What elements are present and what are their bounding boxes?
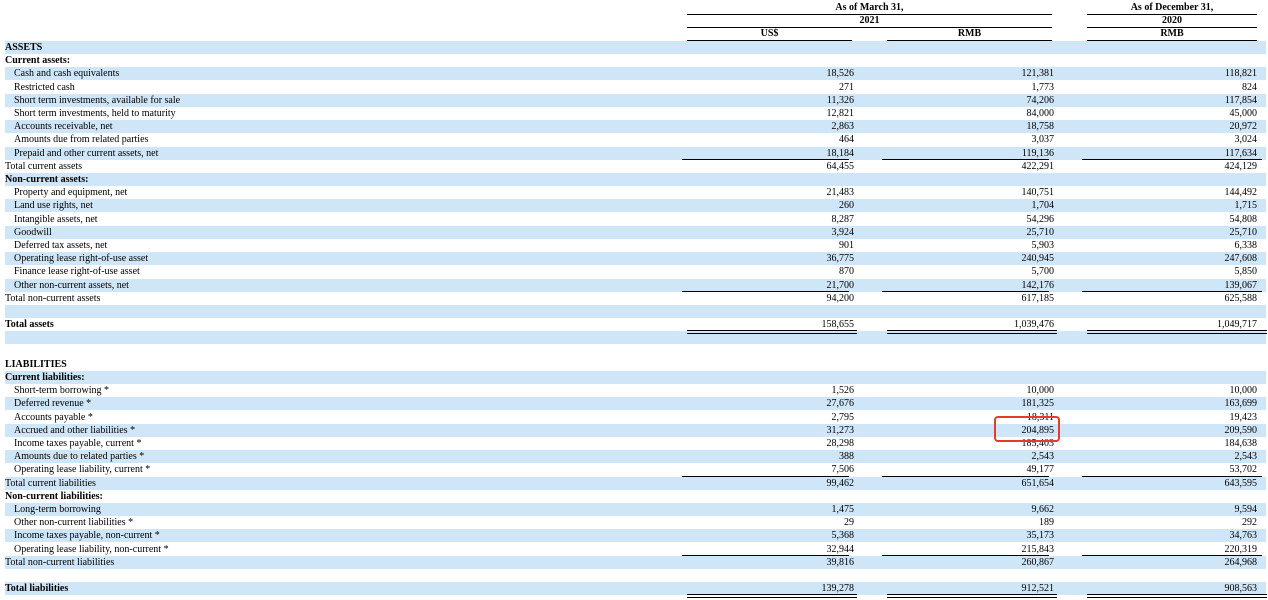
subtotal-rule — [682, 476, 849, 477]
total-double-rule — [687, 330, 857, 334]
row-label: Goodwill — [14, 226, 52, 238]
row-value-rmb-2020: 292 — [1242, 517, 1257, 529]
row-label: Prepaid and other current assets, net — [14, 147, 159, 159]
table-row — [5, 239, 1266, 252]
row-label: Property and equipment, net — [14, 187, 128, 199]
row-value-usd-2021: 158,655 — [821, 319, 854, 331]
table-row — [5, 450, 1266, 463]
row-value-usd-2021: 271 — [839, 81, 854, 93]
row-value-rmb-2020: 3,024 — [1234, 134, 1257, 146]
table-row — [5, 543, 1266, 556]
row-label: Cash and cash equivalents — [14, 68, 120, 80]
row-value-rmb-2020: 53,702 — [1229, 464, 1257, 476]
row-value-rmb-2021: 2,543 — [1031, 451, 1054, 463]
table-row — [5, 569, 1266, 582]
row-value-rmb-2020: 10,000 — [1229, 385, 1257, 397]
period1-title: As of March 31, — [835, 2, 904, 13]
row-label: Intangible assets, net — [14, 213, 98, 225]
table-row — [5, 384, 1266, 397]
table-row — [5, 81, 1266, 94]
table-row — [5, 424, 1266, 437]
row-value-usd-2021: 64,455 — [826, 160, 854, 172]
row-label: Short term investments, held to maturity — [14, 108, 176, 119]
row-label: Total current assets — [5, 160, 83, 172]
row-label: Amounts due from related parties — [14, 134, 149, 146]
row-value-rmb-2020: 247,608 — [1224, 253, 1257, 265]
row-value-usd-2021: 12,821 — [826, 108, 854, 119]
row-value-usd-2021: 901 — [839, 240, 854, 251]
subtotal-rule — [882, 159, 1049, 160]
row-label: Income taxes payable, non-current * — [14, 530, 160, 542]
row-label: Total non-current assets — [5, 292, 101, 304]
row-value-rmb-2020: 1,049,717 — [1217, 319, 1257, 331]
row-label: Total non-current liabilities — [5, 556, 115, 568]
row-value-rmb-2021: 240,945 — [1021, 253, 1054, 265]
row-value-usd-2021: 260 — [839, 200, 854, 212]
row-value-rmb-2021: 1,773 — [1031, 81, 1054, 93]
column-header-rmb-2021: RMB — [957, 28, 982, 39]
row-value-rmb-2020: 6,338 — [1234, 240, 1257, 251]
row-value-rmb-2021: 912,521 — [1021, 583, 1054, 595]
row-value-rmb-2021: 49,177 — [1026, 464, 1054, 476]
row-label: Accounts payable * — [14, 411, 93, 423]
row-value-rmb-2021: 84,000 — [1026, 108, 1054, 119]
row-value-rmb-2020: 209,590 — [1224, 424, 1257, 436]
row-label: Amounts due to related parties * — [14, 451, 145, 463]
row-value-rmb-2020: 163,699 — [1224, 398, 1257, 410]
table-row — [5, 213, 1266, 226]
table-row — [5, 503, 1266, 516]
row-value-rmb-2020: 117,634 — [1224, 147, 1257, 159]
table-row — [5, 54, 1266, 67]
row-label: Deferred revenue * — [14, 398, 92, 410]
row-label: Operating lease liability, non-current * — [14, 543, 169, 555]
table-row — [5, 411, 1266, 424]
row-label: Accounts receivable, net — [14, 121, 113, 133]
row-value-usd-2021: 29 — [844, 517, 854, 529]
table-row — [5, 160, 1266, 173]
row-value-rmb-2020: 625,588 — [1224, 292, 1257, 304]
row-value-rmb-2021: 25,710 — [1026, 226, 1054, 238]
subtotal-rule — [682, 159, 849, 160]
row-value-usd-2021: 99,462 — [826, 477, 854, 489]
row-value-usd-2021: 1,475 — [831, 504, 854, 515]
row-value-usd-2021: 7,506 — [831, 464, 854, 476]
row-value-rmb-2021: 260,867 — [1021, 556, 1054, 568]
row-label: Operating lease right-of-use asset — [14, 253, 149, 265]
period1-year: 2021 — [859, 15, 880, 26]
subtotal-rule — [1082, 555, 1262, 556]
row-label: Operating lease liability, current * — [14, 464, 151, 476]
row-value-rmb-2020: 424,129 — [1224, 160, 1257, 172]
row-label: Current assets: — [5, 55, 71, 67]
table-row — [5, 358, 1266, 371]
row-value-usd-2021: 21,700 — [826, 279, 854, 291]
row-value-rmb-2021: 18,311 — [1026, 411, 1054, 423]
period2-year: 2020 — [1162, 15, 1182, 26]
subtotal-rule — [882, 291, 1049, 292]
row-label: Short term investments, available for sale — [14, 94, 181, 106]
row-value-rmb-2021: 204,895 — [1021, 424, 1054, 436]
table-row — [5, 371, 1266, 384]
row-value-rmb-2021: 185,403 — [1021, 438, 1054, 449]
row-value-rmb-2021: 1,039,476 — [1014, 319, 1054, 331]
row-value-rmb-2020: 184,638 — [1224, 438, 1257, 449]
row-label: Long-term borrowing — [14, 504, 101, 515]
total-double-rule — [887, 594, 1057, 598]
row-value-usd-2021: 1,526 — [831, 385, 854, 397]
row-label: Other non-current liabilities * — [14, 517, 134, 529]
row-value-usd-2021: 21,483 — [826, 187, 854, 199]
table-row — [5, 173, 1266, 186]
table-row — [5, 345, 1266, 358]
row-value-rmb-2020: 54,808 — [1229, 213, 1257, 225]
row-value-usd-2021: 27,676 — [826, 398, 854, 410]
row-value-rmb-2020: 118,821 — [1224, 68, 1257, 80]
row-value-usd-2021: 32,944 — [826, 543, 854, 555]
subtotal-rule — [1082, 476, 1262, 477]
row-value-rmb-2020: 264,968 — [1224, 556, 1257, 568]
row-value-rmb-2020: 824 — [1242, 81, 1257, 93]
table-row — [5, 41, 1266, 54]
row-value-usd-2021: 39,816 — [826, 556, 854, 568]
table-row — [5, 556, 1266, 569]
row-label: Total liabilities — [5, 583, 69, 595]
table-row — [5, 147, 1266, 160]
total-double-rule — [1087, 330, 1267, 334]
row-value-usd-2021: 36,775 — [826, 253, 854, 265]
row-value-usd-2021: 28,298 — [826, 438, 854, 449]
row-value-usd-2021: 464 — [839, 134, 854, 146]
table-row — [5, 463, 1266, 476]
row-value-usd-2021: 5,368 — [831, 530, 854, 542]
row-label: Restricted cash — [14, 81, 75, 93]
row-value-rmb-2021: 142,176 — [1021, 279, 1054, 291]
row-label: Deferred tax assets, net — [14, 240, 108, 251]
table-row — [5, 305, 1266, 318]
row-value-usd-2021: 2,795 — [831, 411, 854, 423]
row-value-rmb-2021: 3,037 — [1031, 134, 1054, 146]
row-value-rmb-2020: 1,715 — [1234, 200, 1257, 212]
row-value-rmb-2020: 117,854 — [1224, 94, 1257, 106]
row-value-rmb-2021: 74,206 — [1026, 94, 1054, 106]
row-label: Finance lease right-of-use asset — [14, 266, 140, 278]
row-value-usd-2021: 8,287 — [831, 213, 854, 225]
table-row — [5, 67, 1266, 80]
row-value-rmb-2021: 617,185 — [1021, 292, 1054, 304]
table-row — [5, 331, 1266, 344]
row-value-usd-2021: 18,526 — [826, 68, 854, 80]
row-value-rmb-2021: 10,000 — [1026, 385, 1054, 397]
row-value-rmb-2021: 422,291 — [1021, 160, 1054, 172]
table-row — [5, 107, 1266, 120]
row-value-rmb-2021: 215,843 — [1021, 543, 1054, 555]
highlight-box — [994, 416, 1060, 442]
table-row — [5, 318, 1266, 331]
row-value-rmb-2021: 54,296 — [1026, 213, 1054, 225]
row-value-rmb-2020: 908,563 — [1224, 583, 1257, 595]
row-value-rmb-2021: 18,758 — [1026, 121, 1054, 133]
row-value-rmb-2020: 5,850 — [1234, 266, 1257, 278]
total-double-rule — [687, 594, 857, 598]
table-row — [5, 279, 1266, 292]
table-row — [5, 252, 1266, 265]
column-header-usd: US$ — [760, 28, 779, 39]
row-label: LIABILITIES — [5, 358, 67, 370]
row-value-rmb-2021: 181,325 — [1021, 398, 1054, 410]
table-row — [5, 226, 1266, 239]
subtotal-rule — [882, 476, 1049, 477]
row-label: Short-term borrowing * — [14, 385, 109, 397]
table-row — [5, 477, 1266, 490]
row-value-rmb-2021: 5,700 — [1031, 266, 1054, 278]
row-label: Land use rights, net — [14, 200, 93, 212]
row-value-usd-2021: 139,278 — [821, 583, 854, 595]
row-value-rmb-2021: 35,173 — [1026, 530, 1054, 542]
row-value-rmb-2021: 140,751 — [1021, 187, 1054, 199]
row-value-usd-2021: 3,924 — [831, 226, 854, 238]
table-row — [5, 582, 1266, 595]
table-row — [5, 516, 1266, 529]
row-value-rmb-2021: 651,654 — [1021, 477, 1054, 489]
column-header-rmb-2020: RMB — [1160, 28, 1184, 39]
row-label: Total current liabilities — [5, 477, 96, 489]
total-double-rule — [1087, 594, 1267, 598]
table-row — [5, 437, 1266, 450]
row-value-rmb-2020: 144,492 — [1224, 187, 1257, 199]
row-value-usd-2021: 388 — [839, 451, 854, 463]
table-row — [5, 199, 1266, 212]
row-value-rmb-2020: 643,595 — [1224, 477, 1257, 489]
table-row — [5, 529, 1266, 542]
table-row — [5, 292, 1266, 305]
row-label: Current liabilities: — [5, 372, 85, 383]
row-label: Accrued and other liabilities * — [14, 424, 136, 436]
subtotal-rule — [1082, 159, 1262, 160]
subtotal-rule — [882, 555, 1049, 556]
table-row — [5, 490, 1266, 503]
row-label: Non-current liabilities: — [5, 490, 103, 502]
row-value-usd-2021: 2,863 — [831, 121, 854, 133]
row-label: Total assets — [5, 319, 54, 331]
row-label: Income taxes payable, current * — [14, 438, 142, 449]
row-value-rmb-2021: 119,136 — [1021, 147, 1054, 159]
row-value-rmb-2020: 19,423 — [1229, 411, 1257, 423]
row-value-rmb-2020: 9,594 — [1234, 504, 1257, 515]
subtotal-rule — [682, 291, 849, 292]
row-value-usd-2021: 31,273 — [826, 424, 854, 436]
row-value-rmb-2021: 189 — [1039, 517, 1054, 529]
table-row — [5, 94, 1266, 107]
table-row — [5, 265, 1266, 278]
row-value-rmb-2021: 121,381 — [1021, 68, 1054, 80]
row-label: Other non-current assets, net — [14, 279, 129, 291]
row-value-rmb-2020: 34,763 — [1229, 530, 1257, 542]
total-double-rule — [887, 330, 1057, 334]
row-value-rmb-2021: 1,704 — [1031, 200, 1054, 212]
row-value-usd-2021: 870 — [839, 266, 854, 278]
table-row — [5, 133, 1266, 146]
period2-title: As of December 31, — [1130, 2, 1214, 13]
row-value-rmb-2020: 25,710 — [1229, 226, 1257, 238]
row-value-rmb-2020: 2,543 — [1234, 451, 1257, 463]
row-value-usd-2021: 11,326 — [826, 94, 854, 106]
subtotal-rule — [682, 555, 849, 556]
row-value-rmb-2021: 5,903 — [1031, 240, 1054, 251]
table-row — [5, 397, 1266, 410]
table-row — [5, 120, 1266, 133]
row-value-rmb-2020: 20,972 — [1229, 121, 1257, 133]
row-label: ASSETS — [5, 42, 43, 53]
row-value-rmb-2020: 45,000 — [1229, 108, 1257, 119]
row-value-rmb-2020: 220,319 — [1224, 543, 1257, 555]
row-value-usd-2021: 18,184 — [826, 147, 854, 159]
table-row — [5, 186, 1266, 199]
row-value-usd-2021: 94,200 — [826, 292, 854, 304]
row-label: Non-current assets: — [5, 174, 89, 185]
row-value-rmb-2021: 9,662 — [1031, 504, 1054, 515]
subtotal-rule — [1082, 291, 1262, 292]
row-value-rmb-2020: 139,067 — [1224, 279, 1257, 291]
